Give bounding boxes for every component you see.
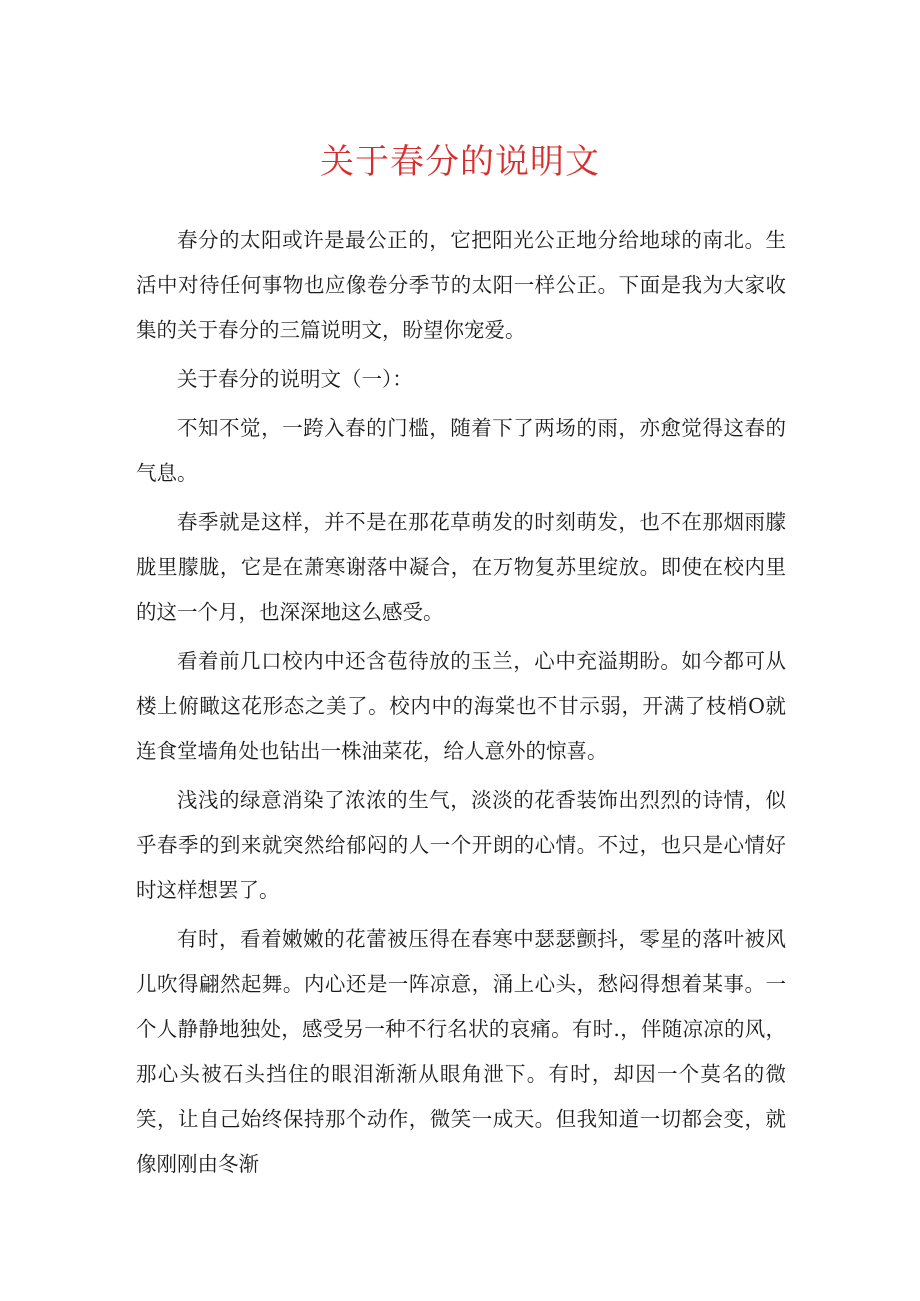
paragraph: 浅浅的绿意消染了浓浓的生气，淡淡的花香装饰出烈烈的诗情，似乎春季的到来就突然给郁闷的人一个开朗的心情。不过，也只是心情好时这样想罢了。 [136, 788, 786, 902]
paragraph-intro: 春分的太阳或许是最公正的，它把阳光公正地分给地球的南北。生活中对待任何事物也应像卷分季节的太阳一样公正。下面是我为大家收集的关于春分的三篇说明文，盼望你宠爱。 [136, 228, 786, 342]
document-body [136, 218, 786, 1191]
paragraph: 不知不觉，一跨入春的门槛，随着下了两场的雨，亦愈觉得这春的气息。 [136, 416, 786, 485]
paragraph: 看着前几口校内中还含苞待放的玉兰，心中充溢期盼。如今都可从楼上俯瞰这花形态之美了。校内中的海棠也不甘示弱，开满了枝梢O就连食堂墙角处也钻出一株油菜花，给人意外的惊喜。 [136, 649, 786, 763]
paragraph: 有时，看着嫩嫩的花蕾被压得在春寒中瑟瑟颤抖，零星的落叶被风儿吹得翩然起舞。内心还是一阵凉意，涌上心头，愁闷得想着某事。一个人静静地独处，感受另一种不行名状的哀痛。有时.，伴随凉凉的风，那心头被石头挡住的眼泪渐渐从眼角泄下。有时，却因一个莫名的微笑，让自己始终保持那个动作，微笑一成天。但我知道一切都会变，就像刚刚由冬渐 [136, 927, 786, 1176]
section-heading: 关于春分的说明文（一）： [177, 367, 413, 391]
document-title: 关于春分的说明文 [320, 142, 600, 182]
paragraph: 春季就是这样，并不是在那花草萌发的时刻萌发，也不在那烟雨朦胧里朦胧，它是在萧寒谢落中凝合，在万物复苏里绽放。即使在校内里的这一个月，也深深地这么感受。 [136, 510, 786, 624]
